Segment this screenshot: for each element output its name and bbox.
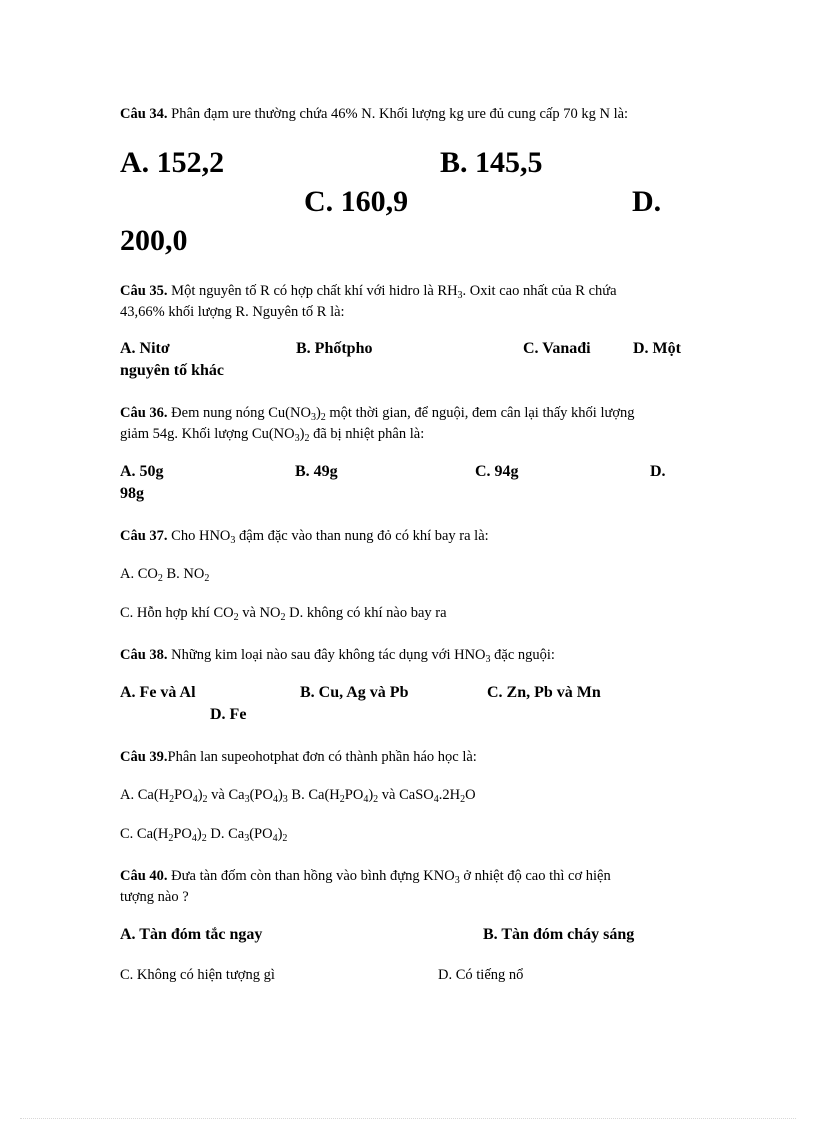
q36-sub-1: 3: [310, 412, 316, 423]
q38-text-a: Những kim loại nào sau đây không tác dụng với HNO: [167, 647, 486, 663]
q39-l1-a: A. Ca(H: [120, 787, 170, 803]
q39-l2-c: ): [196, 826, 202, 842]
question-40: [120, 866, 700, 908]
q39-l2-e: (PO: [249, 826, 273, 842]
q39-l1-s8: 4: [363, 794, 369, 805]
q35-sub: 3: [457, 290, 463, 301]
q37-sub-c2: 2: [280, 612, 286, 623]
q39-l1-s10: 4: [433, 794, 439, 805]
q39-l2-d: D. Ca: [206, 826, 245, 842]
q34-option-a: A. 152,2: [120, 146, 225, 179]
q39-l1-s6: 3: [282, 794, 288, 805]
q39-l1-k: .2H: [438, 787, 461, 803]
q39-l1-s7: 2: [339, 794, 345, 805]
q39-l1-s11: 2: [460, 794, 466, 805]
q39-l1-c: ): [197, 787, 203, 803]
q39-l1-s4: 3: [244, 794, 250, 805]
question-35: [120, 281, 700, 323]
q37-options-line-1: [120, 566, 209, 583]
q36-option-c: C. 94g: [475, 463, 519, 480]
q36-option-d-cont: 98g: [120, 485, 144, 502]
q36-option-d: D.: [650, 463, 666, 480]
q35-option-b: B. Phốtpho: [296, 340, 373, 357]
q40-text-b: ở nhiệt độ cao thì cơ hiện: [459, 868, 611, 884]
question-38: [120, 645, 700, 666]
q39-options-line-1: [120, 787, 476, 804]
q39-l1-s5: 4: [272, 794, 278, 805]
q37-option-d: D. không có khí nào bay ra: [285, 605, 447, 621]
q36-sub-2: 2: [320, 412, 326, 423]
q35-option-d: D. Một: [633, 340, 681, 357]
q39-l1-s2: 4: [192, 794, 198, 805]
q37-options-line-2: [120, 605, 447, 622]
question-34: [120, 104, 700, 125]
q39-l1-d: và Ca: [207, 787, 245, 803]
q35-option-a: A. Nitơ: [120, 340, 170, 357]
q37-option-a: A. CO: [120, 566, 158, 582]
q37-sub-b: 2: [204, 573, 210, 584]
q39-l1-s3: 2: [202, 794, 208, 805]
q39-l1-j: và CaSO: [378, 787, 434, 803]
question-36-label: Câu 36.: [120, 405, 168, 421]
q38-sub: 3: [485, 654, 491, 665]
q39-l1-s9: 2: [373, 794, 379, 805]
q38-option-d: D. Fe: [210, 706, 247, 723]
q39-l1-s1: 2: [169, 794, 175, 805]
q39-l1-i: ): [368, 787, 374, 803]
q39-l1-b: PO: [174, 787, 193, 803]
question-39: [120, 747, 700, 768]
q40-text-a: Đưa tàn đốm còn than hồng vào bình đựng KNO: [167, 868, 455, 884]
page-bottom-divider: [20, 1118, 796, 1119]
q39-options-line-2: [120, 826, 287, 843]
q40-option-b: B. Tàn đóm cháy sáng: [483, 926, 635, 943]
q39-l1-f: ): [277, 787, 283, 803]
q39-l2-s1: 2: [168, 833, 174, 844]
question-34-text: Phân đạm ure thường chứa 46% N. Khối lượng kg ure đủ cung cấp 70 kg N là:: [167, 106, 629, 122]
question-37: [120, 526, 700, 547]
q39-text: Phân lan supeohotphat đơn có thành phần háo học là:: [167, 749, 477, 765]
q39-l2-b: PO: [173, 826, 192, 842]
question-35-label: Câu 35.: [120, 283, 168, 299]
q40-option-a: A. Tàn đóm tắc ngay: [120, 926, 263, 943]
q39-l1-g: B. Ca(H: [287, 787, 340, 803]
q40-option-d: D. Có tiếng nổ: [438, 967, 524, 983]
q36-text-1c: một thời gian, để nguội, đem cân lại thấy khối lượng: [325, 405, 635, 421]
question-40-label: Câu 40.: [120, 868, 168, 884]
q39-l2-s5: 4: [272, 833, 278, 844]
q37-sub-a: 2: [157, 573, 163, 584]
q38-text-b: đặc nguội:: [490, 647, 555, 663]
q37-text-b: đậm đặc vào than nung đỏ có khí bay ra là:: [235, 528, 489, 544]
q36-sub-4: 2: [304, 433, 310, 444]
q40-option-c: C. Không có hiện tượng gì: [120, 967, 275, 983]
q36-text-2b: ): [299, 426, 305, 442]
q39-l1-h: PO: [344, 787, 364, 803]
q39-l2-s4: 3: [244, 833, 250, 844]
q36-option-a: A. 50g: [120, 463, 164, 480]
question-35-text-1-end: . Oxit cao nhất của R chứa: [462, 283, 617, 299]
question-38-label: Câu 38.: [120, 647, 168, 663]
q39-l2-f: ): [277, 826, 283, 842]
question-36: [120, 403, 700, 445]
q38-option-c: C. Zn, Pb và Mn: [487, 684, 601, 701]
q36-text-1b: ): [315, 405, 321, 421]
question-35-text-1: Một nguyên tố R có hợp chất khí với hidro là RH: [167, 283, 458, 299]
q34-option-d: D.: [632, 185, 662, 218]
q37-option-c-mid: và NO: [238, 605, 281, 621]
q40-text-2: tượng nào ?: [120, 889, 189, 905]
q37-option-b: B. NO: [162, 566, 205, 582]
question-34-label: Câu 34.: [120, 106, 168, 122]
question-35-text-2: 43,66% khối lượng R. Nguyên tố R là:: [120, 304, 345, 320]
q35-option-c: C. Vanađi: [523, 340, 591, 357]
q39-l2-s2: 4: [191, 833, 197, 844]
q37-sub: 3: [230, 535, 236, 546]
q36-sub-3: 3: [294, 433, 300, 444]
q39-l2-s6: 2: [282, 833, 288, 844]
q36-text-2a: giảm 54g. Khối lượng Cu(NO: [120, 426, 295, 442]
q39-l1-e: (PO: [249, 787, 273, 803]
question-39-label: Câu 39.: [120, 749, 168, 765]
q36-text-2c: đã bị nhiệt phân là:: [309, 426, 425, 442]
q40-sub: 3: [454, 875, 460, 886]
question-37-label: Câu 37.: [120, 528, 168, 544]
q39-l1-l: O: [465, 787, 476, 803]
q36-text-1a: Đem nung nóng Cu(NO: [167, 405, 311, 421]
q34-option-b: B. 145,5: [440, 146, 543, 179]
q37-sub-c: 2: [233, 612, 239, 623]
q37-option-c: C. Hỗn hợp khí CO: [120, 605, 234, 621]
q34-option-c: C. 160,9: [304, 185, 409, 218]
q36-option-b: B. 49g: [295, 463, 338, 480]
q37-text-a: Cho HNO: [167, 528, 231, 544]
q39-l2-a: C. Ca(H: [120, 826, 169, 842]
q38-option-a: A. Fe và Al: [120, 684, 196, 701]
q35-option-d-cont: nguyên tố khác: [120, 362, 225, 379]
q38-option-b: B. Cu, Ag và Pb: [300, 684, 409, 701]
q39-l2-s3: 2: [201, 833, 207, 844]
q34-option-d-value: 200,0: [120, 224, 188, 257]
